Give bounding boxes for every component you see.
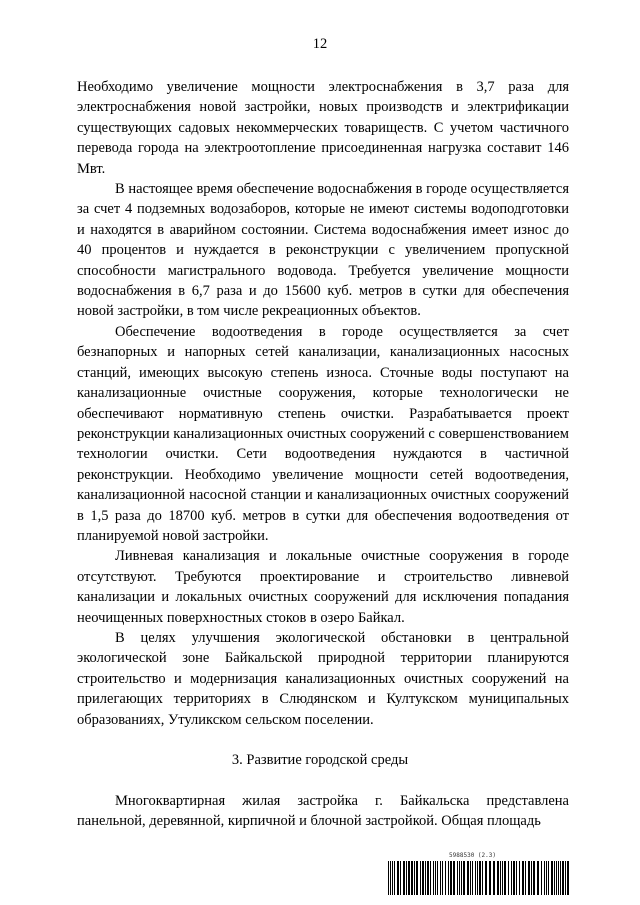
paragraph-storm-sewer: Ливневая канализация и локальные очистные сооружения в городе отсутствуют. Требуются проектирование и строительство ливневой канализации и локальных очистных сооружений для исключения попадания неочищенных поверхностных стоков в озеро Байкал.	[77, 548, 569, 626]
paragraph-sewerage: Обеспечение водоотведения в городе осуществляется за счет безнапорных и напорных сетей канализации, канализационных насосных станций, имеющих высокую степень износа. Сточные воды поступают на канализационные очистные сооружения, которые технологически не обеспечивают нормативную степень очистки. Разрабатывается проект реконструкции канализационных очистных сооружений с совершенствованием технологии очистки. Сети водоотведения нуждаются в частичной реконструкции. Необходимо увеличение мощности сетей водоотведения, канализационной насосной станции и канализационных очистных сооружений в 1,5 раза до 18700 куб. метров в сутки для обеспечения водоотведения от планируемой новой застройки.	[77, 323, 569, 544]
section-heading: 3. Развитие городской среды	[231, 752, 409, 768]
barcode-icon	[388, 861, 572, 895]
section-body	[77, 791, 569, 832]
paragraph-water-supply: В настоящее время обеспечение водоснабжения в городе осуществляется за счет 4 подземных водозаборов, которые не имеют системы водоподготовки и находятся в аварийном состоянии. Система водоснабжения имеет износ до 40 процентов и нуждается в реконструкции с увеличением пропускной способности магистрального водовода. Требуется увеличение мощности водоснабжения в 6,7 раза и до 15600 куб. метров в сутки для обеспечения новой застройки, в том числе рекреационных объектов.	[77, 181, 569, 320]
page-number: 12	[312, 36, 328, 52]
paragraph-housing: Многоквартирная жилая застройка г. Байкальска представлена панельной, деревянной, кирпичной и блочной застройкой. Общая площадь	[77, 793, 569, 830]
barcode-label: 5988530 (2.3)	[449, 852, 496, 859]
body-text	[77, 77, 569, 730]
paragraph-ecology: В целях улучшения экологической обстановки в центральной экологической зоне Байкальской природной территории планируются строительство и модернизация канализационных очистных сооружений на прилегающих территориях в Слюдянском и Култукском муниципальных образованиях, Утуликском сельском поселении.	[77, 629, 569, 728]
paragraph-electricity: Необходимо увеличение мощности электроснабжения в 3,7 раза для электроснабжения новой застройки, новых производств и электрификации существующих садовых некоммерческих товариществ. С учетом частичного перевода города на электроотопление присоединенная нагрузка составит 146 Мвт.	[77, 79, 569, 177]
barcode	[388, 852, 572, 896]
